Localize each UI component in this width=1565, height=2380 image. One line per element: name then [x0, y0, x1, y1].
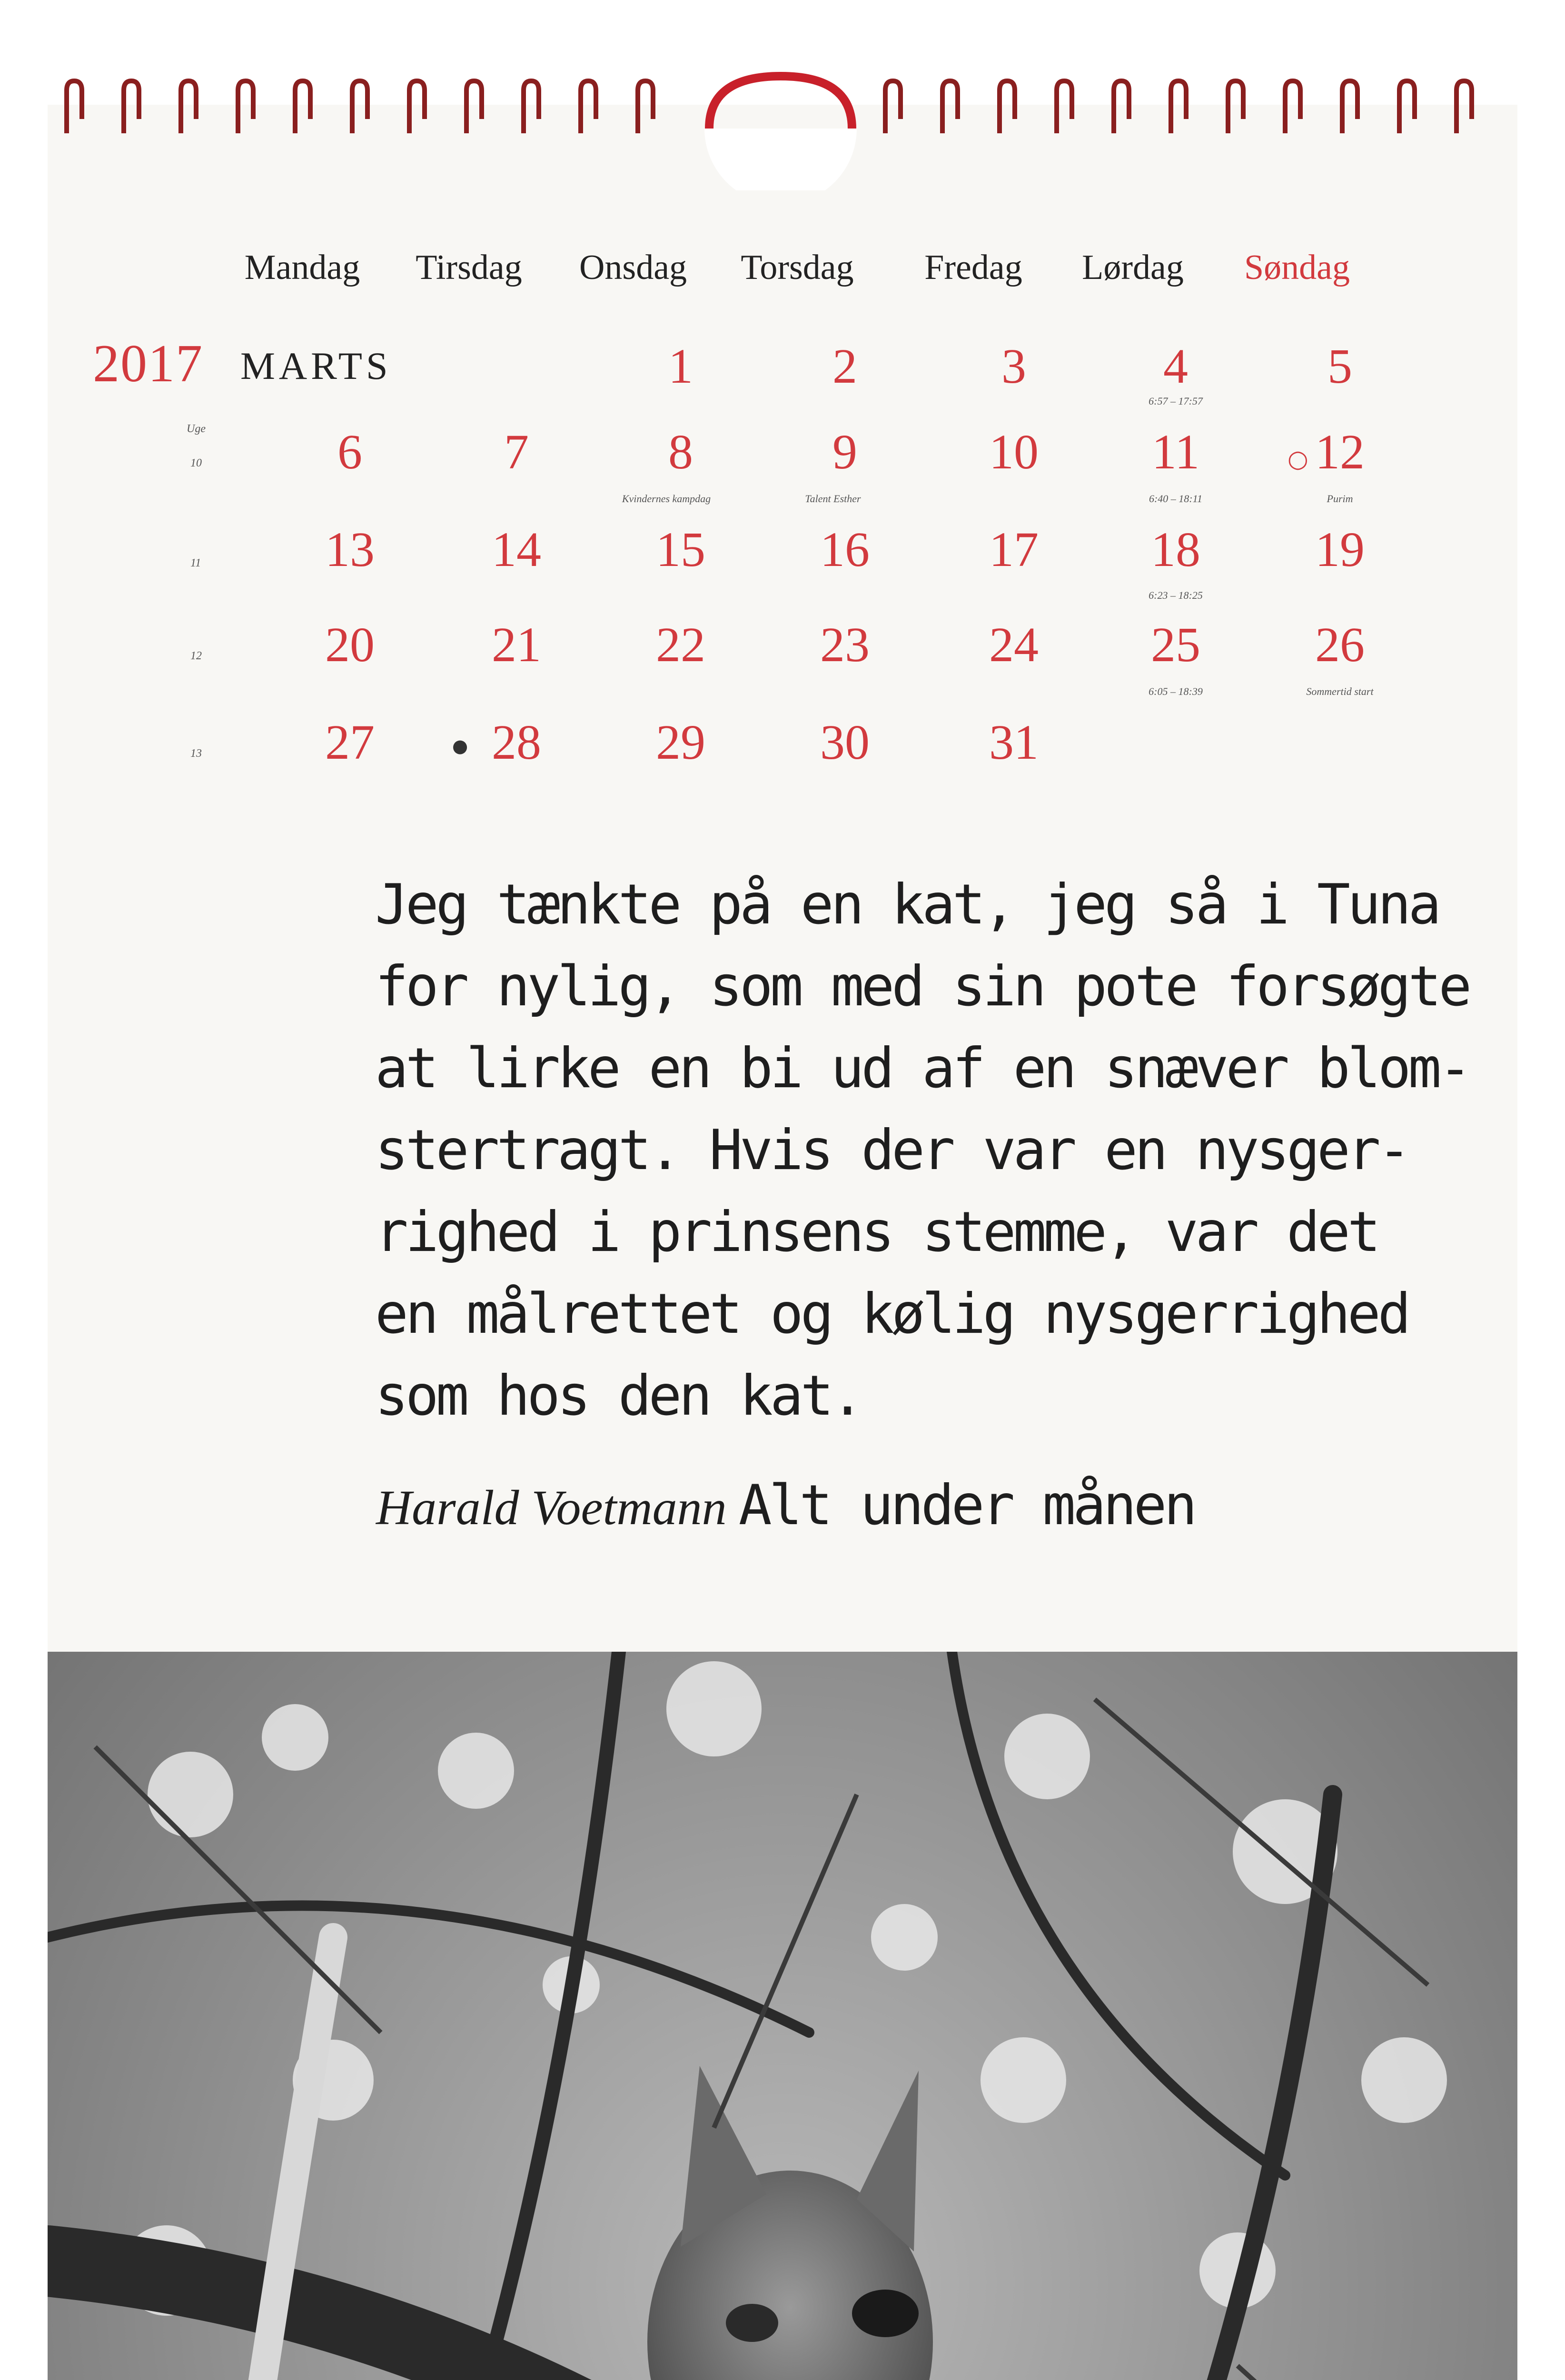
date-cell: 9 [832, 425, 857, 479]
date-cell: 14 [492, 522, 541, 577]
quote-book-title: Alt under månen [738, 1473, 1195, 1537]
date-cell: 8 [668, 425, 693, 479]
date-cell: 19 [1315, 522, 1365, 577]
date-cell: 30 [820, 715, 870, 770]
holiday-note: Talent Esther [805, 493, 861, 505]
sun-times-note: 6:23 – 18:25 [1149, 589, 1203, 601]
date-cell: 1 [668, 339, 693, 394]
quote-line: righed i prinsens stemme, var det [375, 1200, 1378, 1264]
full-moon-icon: ● [452, 735, 468, 756]
date-cell: 2 [832, 339, 857, 394]
day-name-friday: Fredag [924, 248, 1022, 287]
date-cell: 22 [656, 617, 705, 672]
holiday-note: Purim [1327, 493, 1353, 505]
date-cell: 5 [1327, 339, 1352, 394]
holiday-note: Sommertid start [1306, 685, 1374, 697]
photo-illustration [48, 1652, 1517, 2380]
day-name-saturday: Lørdag [1082, 248, 1184, 287]
quote-author: Harald Voetmann [376, 1480, 727, 1535]
day-name-sunday: Søndag [1244, 248, 1350, 287]
date-cell: 20 [325, 617, 375, 672]
date-cell: 12 [1315, 425, 1365, 479]
week-label: Uge [187, 423, 206, 435]
date-cell: 13 [325, 522, 375, 577]
week-number: 13 [190, 747, 202, 760]
date-cell: 28 [492, 715, 541, 770]
day-name-thursday: Torsdag [741, 248, 854, 287]
holiday-note: Kvindernes kampdag [622, 493, 711, 505]
date-cell: 27 [325, 715, 375, 770]
date-cell: 18 [1151, 522, 1200, 577]
date-cell: 24 [989, 617, 1039, 672]
date-cell: 4 [1163, 339, 1188, 394]
date-cell: 3 [1001, 339, 1026, 394]
new-moon-icon: ○ [1288, 445, 1308, 473]
date-cell: 25 [1151, 617, 1200, 672]
date-cell: 31 [989, 715, 1039, 770]
sun-times-note: 6:57 – 17:57 [1149, 395, 1203, 407]
quote-text [375, 864, 1470, 1437]
date-cell: 7 [504, 425, 529, 479]
day-name-tuesday: Tirsdag [416, 248, 522, 287]
sun-times-note: 6:40 – 18:11 [1149, 493, 1203, 505]
date-cell: 16 [820, 522, 870, 577]
day-name-monday: Mandag [244, 248, 360, 287]
quote-line: som hos den kat. [375, 1364, 862, 1428]
hanger-hook [695, 57, 866, 190]
quote-line: at lirke en bi ud af en snæver blom- [375, 1036, 1469, 1101]
date-cell: 17 [989, 522, 1039, 577]
quote-line: Jeg tænkte på en kat, jeg så i Tuna [375, 873, 1439, 937]
day-name-wednesday: Onsdag [579, 248, 687, 287]
date-cell: 11 [1151, 425, 1200, 479]
year-label: 2017 [93, 334, 203, 393]
quote-line: en målrettet og kølig nysgerrighed [375, 1282, 1408, 1346]
sun-times-note: 6:05 – 18:39 [1149, 685, 1203, 697]
week-number: 11 [190, 557, 201, 569]
date-cell: 21 [492, 617, 541, 672]
week-number: 10 [190, 457, 202, 469]
date-cell: 23 [820, 617, 870, 672]
date-cell: 6 [337, 425, 362, 479]
week-number: 12 [190, 650, 202, 662]
quote-attribution [376, 1473, 1194, 1537]
cat-in-tree-photo [48, 1652, 1517, 2380]
date-cell: 15 [656, 522, 705, 577]
quote-line: stertragt. Hvis der var en nysger- [375, 1118, 1408, 1182]
date-cell: 29 [656, 715, 705, 770]
month-label: MARTS [240, 344, 392, 387]
date-cell: 10 [989, 425, 1039, 479]
quote-line: for nylig, som med sin pote forsøgte [375, 954, 1469, 1019]
date-cell: 26 [1315, 617, 1365, 672]
